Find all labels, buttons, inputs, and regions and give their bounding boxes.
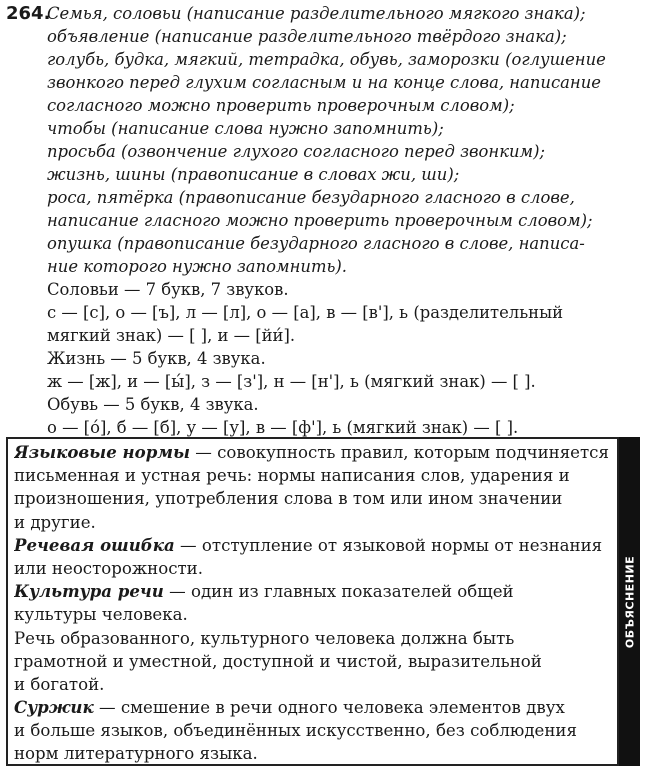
answer-line: ние которого нужно запомнить). xyxy=(47,257,348,276)
answer-line: мягкий знак) — [ ], и — [йи́]. xyxy=(47,326,296,345)
answer-line: написание гласного можно проверить проверочным словом); xyxy=(47,211,593,230)
definition-line: письменная и устная речь: нормы написания слов, ударения и xyxy=(14,466,570,486)
exercise-answer xyxy=(47,2,647,439)
term-speech-error: Речевая ошибка xyxy=(14,534,175,555)
definition-line: и больше языков, объединённых искусственно, без соблюдения xyxy=(14,721,577,741)
definition-line: культуры человека. xyxy=(14,605,188,625)
answer-line: опушка (правописание безударного гласного в слове, написа- xyxy=(47,234,585,253)
exercise-number: 264. xyxy=(6,3,51,24)
answer-line: Семья, соловьи (написание разделительного мягкого знака); xyxy=(47,4,586,23)
definition-text: — один из главных показателей общей xyxy=(163,582,514,602)
answer-line: чтобы (написание слова нужно запомнить); xyxy=(47,119,444,138)
definition-line: и богатой. xyxy=(14,674,105,694)
answer-line: Обувь — 5 букв, 4 звука. xyxy=(47,395,259,414)
answer-line: роса, пятёрка (правописание безударного гласного в слове, xyxy=(47,188,575,207)
definition-line: Речь образованного, культурного человека должна быть xyxy=(14,628,515,648)
answer-line: просьба (озвончение глухого согласного перед звонким); xyxy=(47,142,546,161)
answer-line: Соловьи — 7 букв, 7 звуков. xyxy=(47,280,289,299)
answer-line: ж — [ж], и — [ы́], з — [з'], н — [н'], ь (мягкий знак) — [ ]. xyxy=(47,372,536,391)
definition-line: и другие. xyxy=(14,512,96,532)
definition-line: произношения, употребления слова в том или ином значении xyxy=(14,489,563,509)
answer-line: жизнь, шины (правописание в словах жи, ши); xyxy=(47,165,460,184)
definition-text: — отступление от языковой нормы от незнания xyxy=(174,535,603,555)
term-speech-culture: Культура речи xyxy=(14,581,164,602)
definition-line: или неосторожности. xyxy=(14,558,204,578)
definition-line: норм литературного языка. xyxy=(14,744,258,764)
explanation-tab xyxy=(619,437,640,766)
definition-line: грамотной и уместной, доступной и чистой, выразительной xyxy=(14,651,542,671)
answer-line: Жизнь — 5 букв, 4 звука. xyxy=(47,349,266,368)
explanation-tab-label: ОБЪЯСНЕНИЕ xyxy=(623,555,636,648)
answer-line: согласного можно проверить проверочным словом); xyxy=(47,96,515,115)
answer-line: о — [о́], б — [б], у — [у], в — [ф'], ь (мягкий знак) — [ ]. xyxy=(47,418,519,437)
definition-line xyxy=(14,441,614,464)
term-language-norms: Языковые нормы xyxy=(14,442,190,462)
definition-line xyxy=(14,696,614,719)
answer-line: голубь, будка, мягкий, тетрадка, обувь, заморозки (оглушение xyxy=(47,50,606,69)
answer-line: объявление (написание разделительного твёрдого знака); xyxy=(47,27,567,46)
answer-line: с — [с], о — [ъ], л — [л], о — [а], в — [в'], ь (разделительный xyxy=(47,303,564,322)
term-surzhyk: Суржик xyxy=(14,697,94,718)
definition-text: — совокупность правил, которым подчиняется xyxy=(189,443,609,462)
definition-line xyxy=(14,580,614,603)
definition-line xyxy=(14,534,614,557)
explanation-text xyxy=(14,441,614,766)
answer-line: звонкого перед глухим согласным и на конце слова, написание xyxy=(47,73,601,92)
definition-text: — смешение в речи одного человека элементов двух xyxy=(93,698,565,718)
